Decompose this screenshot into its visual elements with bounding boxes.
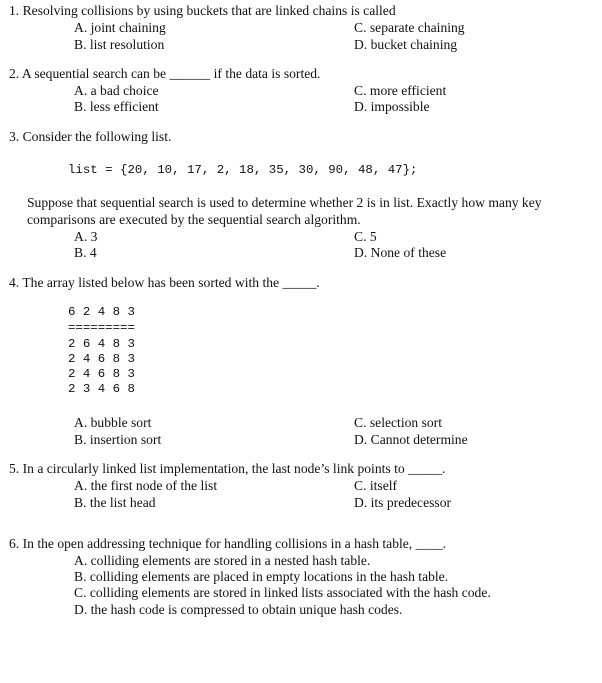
- option-text: the list head: [89, 495, 156, 510]
- option-letter: A.: [74, 553, 88, 568]
- question-3-stem: [9, 129, 171, 145]
- option-1c[interactable]: [354, 20, 465, 36]
- option-letter: B.: [74, 569, 87, 584]
- option-letter: D.: [354, 245, 368, 260]
- option-text: selection sort: [369, 415, 442, 430]
- option-2c[interactable]: [354, 83, 446, 99]
- option-6c[interactable]: [74, 585, 491, 601]
- question-text: In the open addressing technique for handling collisions in a hash table, ____.: [22, 536, 447, 551]
- option-text: bubble sort: [90, 415, 152, 430]
- question-text: In a circularly linked list implementation, the last node’s link points to _____.: [22, 461, 446, 476]
- option-text: colliding elements are placed in empty locations in the hash table.: [89, 569, 449, 584]
- option-letter: A.: [74, 478, 88, 493]
- option-letter: D.: [354, 99, 368, 114]
- option-text: 3: [90, 229, 98, 244]
- option-letter: D.: [354, 495, 368, 510]
- option-letter: C.: [354, 20, 367, 35]
- option-text: 4: [89, 245, 97, 260]
- option-letter: C.: [354, 478, 367, 493]
- option-letter: D.: [354, 37, 368, 52]
- option-letter: B.: [74, 495, 87, 510]
- question-6-stem: [9, 536, 446, 552]
- option-text: colliding elements are stored in linked lists associated with the hash code.: [89, 585, 491, 600]
- option-6b[interactable]: [74, 569, 448, 585]
- option-4a[interactable]: [74, 415, 151, 431]
- option-letter: A.: [74, 83, 88, 98]
- array-line: 2 4 6 8 3: [68, 352, 135, 366]
- option-2d[interactable]: [354, 99, 430, 115]
- option-text: joint chaining: [90, 20, 166, 35]
- option-letter: B.: [74, 37, 87, 52]
- option-text: insertion sort: [89, 432, 162, 447]
- option-letter: A.: [74, 415, 88, 430]
- array-line: 2 3 4 6 8: [68, 382, 135, 396]
- option-2b[interactable]: [74, 99, 159, 115]
- array-divider: =========: [68, 321, 135, 335]
- option-text: impossible: [370, 99, 430, 114]
- question-3-body-line-2: comparisons are executed by the sequential search algorithm.: [27, 212, 361, 227]
- option-letter: C.: [354, 229, 367, 244]
- option-letter: D.: [354, 432, 368, 447]
- option-letter: B.: [74, 432, 87, 447]
- option-text: colliding elements are stored in a nested hash table.: [90, 553, 371, 568]
- question-1-stem: [9, 3, 396, 19]
- option-text: Cannot determine: [370, 432, 468, 447]
- option-4d[interactable]: [354, 432, 468, 448]
- option-4b[interactable]: [74, 432, 161, 448]
- question-5-stem: [9, 461, 445, 477]
- option-3a[interactable]: [74, 229, 97, 245]
- option-6a[interactable]: [74, 553, 370, 569]
- option-1a[interactable]: [74, 20, 166, 36]
- option-letter: B.: [74, 245, 87, 260]
- option-1b[interactable]: [74, 37, 164, 53]
- option-text: separate chaining: [369, 20, 465, 35]
- option-text: 5: [369, 229, 377, 244]
- option-letter: B.: [74, 99, 87, 114]
- question-3-body-line-1: Suppose that sequential search is used to determine whether 2 is in list. Exactly how many key: [27, 195, 542, 210]
- option-6d[interactable]: [74, 602, 402, 618]
- option-5c[interactable]: [354, 478, 397, 494]
- option-text: the hash code is compressed to obtain unique hash codes.: [90, 602, 403, 617]
- option-2a[interactable]: [74, 83, 159, 99]
- option-3d[interactable]: [354, 245, 446, 261]
- question-number: 4.: [9, 275, 20, 290]
- array-line: 2 4 6 8 3: [68, 367, 135, 381]
- question-2-stem: [9, 66, 320, 82]
- option-text: itself: [369, 478, 398, 493]
- option-text: list resolution: [89, 37, 165, 52]
- option-5b[interactable]: [74, 495, 156, 511]
- option-text: a bad choice: [90, 83, 159, 98]
- question-text: The array listed below has been sorted with the _____.: [22, 275, 320, 290]
- option-text: its predecessor: [370, 495, 452, 510]
- option-3b[interactable]: [74, 245, 97, 261]
- question-number: 1.: [9, 3, 20, 18]
- question-text: A sequential search can be ______ if the data is sorted.: [21, 66, 321, 81]
- question-4-stem: [9, 275, 320, 291]
- option-letter: C.: [74, 585, 87, 600]
- option-1d[interactable]: [354, 37, 457, 53]
- question-number: 5.: [9, 461, 20, 476]
- option-letter: C.: [354, 83, 367, 98]
- option-4c[interactable]: [354, 415, 442, 431]
- option-text: None of these: [370, 245, 447, 260]
- option-letter: A.: [74, 229, 88, 244]
- array-line: 6 2 4 8 3: [68, 305, 135, 319]
- question-number: 6.: [9, 536, 20, 551]
- option-letter: D.: [74, 602, 88, 617]
- question-text: Resolving collisions by using buckets that are linked chains is called: [22, 3, 396, 18]
- option-text: more efficient: [369, 83, 447, 98]
- option-5a[interactable]: [74, 478, 217, 494]
- option-letter: C.: [354, 415, 367, 430]
- question-number: 3.: [9, 129, 20, 144]
- option-text: less efficient: [89, 99, 159, 114]
- option-text: the first node of the list: [90, 478, 218, 493]
- option-5d[interactable]: [354, 495, 451, 511]
- array-line: 2 6 4 8 3: [68, 337, 135, 351]
- option-3c[interactable]: [354, 229, 377, 245]
- option-text: bucket chaining: [370, 37, 458, 52]
- question-number: 2.: [9, 66, 20, 81]
- question-text: Consider the following list.: [22, 129, 172, 144]
- code-listing: list = {20, 10, 17, 2, 18, 35, 30, 90, 48, 47};: [68, 163, 418, 177]
- option-letter: A.: [74, 20, 88, 35]
